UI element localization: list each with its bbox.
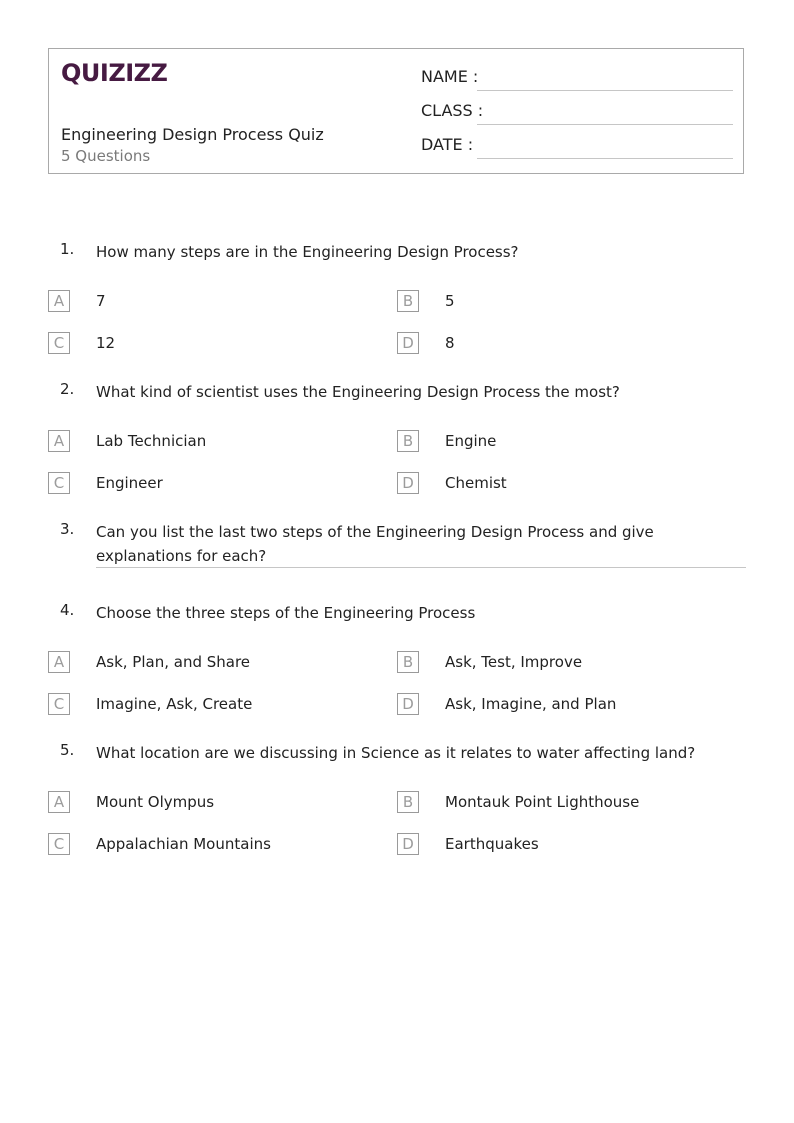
- question-number: 2.: [60, 380, 75, 398]
- option-letter-box[interactable]: A: [48, 651, 70, 673]
- question-text: How many steps are in the Engineering Design Process?: [96, 243, 519, 261]
- name-line[interactable]: [477, 90, 733, 91]
- option-text: Earthquakes: [445, 835, 539, 853]
- option-text: Montauk Point Lighthouse: [445, 793, 640, 811]
- option-text: 12: [96, 334, 116, 352]
- date-field[interactable]: [421, 135, 733, 159]
- option-text: Imagine, Ask, Create: [96, 695, 253, 713]
- quizizz-logo: QUIZIZZ: [61, 59, 168, 87]
- option-letter-box[interactable]: B: [397, 430, 419, 452]
- answer-line[interactable]: [96, 567, 746, 568]
- option-text: Mount Olympus: [96, 793, 215, 811]
- option-text: Ask, Test, Improve: [445, 653, 583, 671]
- option-letter-box[interactable]: C: [48, 833, 70, 855]
- option-text: Chemist: [445, 474, 507, 492]
- question-count: 5 Questions: [61, 147, 151, 165]
- option-letter-box[interactable]: C: [48, 332, 70, 354]
- question-number: 5.: [60, 741, 75, 759]
- class-label: CLASS :: [421, 101, 484, 120]
- option-text: 8: [445, 334, 455, 352]
- question-text: Can you list the last two steps of the Engineering Design Process and give explanations for each?: [96, 523, 654, 565]
- question-number: 1.: [60, 240, 75, 258]
- option-text: 7: [96, 292, 106, 310]
- option-text: Ask, Plan, and Share: [96, 653, 251, 671]
- date-label: DATE :: [421, 135, 474, 154]
- option-letter-box[interactable]: A: [48, 791, 70, 813]
- name-label: NAME :: [421, 67, 479, 86]
- question-number: 3.: [60, 520, 75, 538]
- name-field[interactable]: [421, 67, 733, 91]
- option-text: Lab Technician: [96, 432, 207, 450]
- option-text: 5: [445, 292, 455, 310]
- class-line[interactable]: [477, 124, 733, 125]
- option-text: Engineer: [96, 474, 163, 492]
- option-text: Appalachian Mountains: [96, 835, 271, 853]
- question-text: What kind of scientist uses the Engineering Design Process the most?: [96, 383, 620, 401]
- question-text: What location are we discussing in Science as it relates to water affecting land?: [96, 744, 696, 762]
- worksheet-header: [48, 48, 744, 174]
- option-letter-box[interactable]: D: [397, 833, 419, 855]
- option-letter-box[interactable]: B: [397, 290, 419, 312]
- option-letter-box[interactable]: B: [397, 651, 419, 673]
- question-number: 4.: [60, 601, 75, 619]
- option-letter-box[interactable]: B: [397, 791, 419, 813]
- option-letter-box[interactable]: C: [48, 472, 70, 494]
- option-letter-box[interactable]: D: [397, 693, 419, 715]
- option-letter-box[interactable]: A: [48, 430, 70, 452]
- question-text: Choose the three steps of the Engineering Process: [96, 604, 476, 622]
- class-field[interactable]: [421, 101, 733, 125]
- date-line[interactable]: [477, 158, 733, 159]
- option-text: Ask, Imagine, and Plan: [445, 695, 617, 713]
- option-letter-box[interactable]: C: [48, 693, 70, 715]
- option-letter-box[interactable]: A: [48, 290, 70, 312]
- option-text: Engine: [445, 432, 497, 450]
- option-letter-box[interactable]: D: [397, 472, 419, 494]
- option-letter-box[interactable]: D: [397, 332, 419, 354]
- quiz-title: Engineering Design Process Quiz: [61, 125, 324, 144]
